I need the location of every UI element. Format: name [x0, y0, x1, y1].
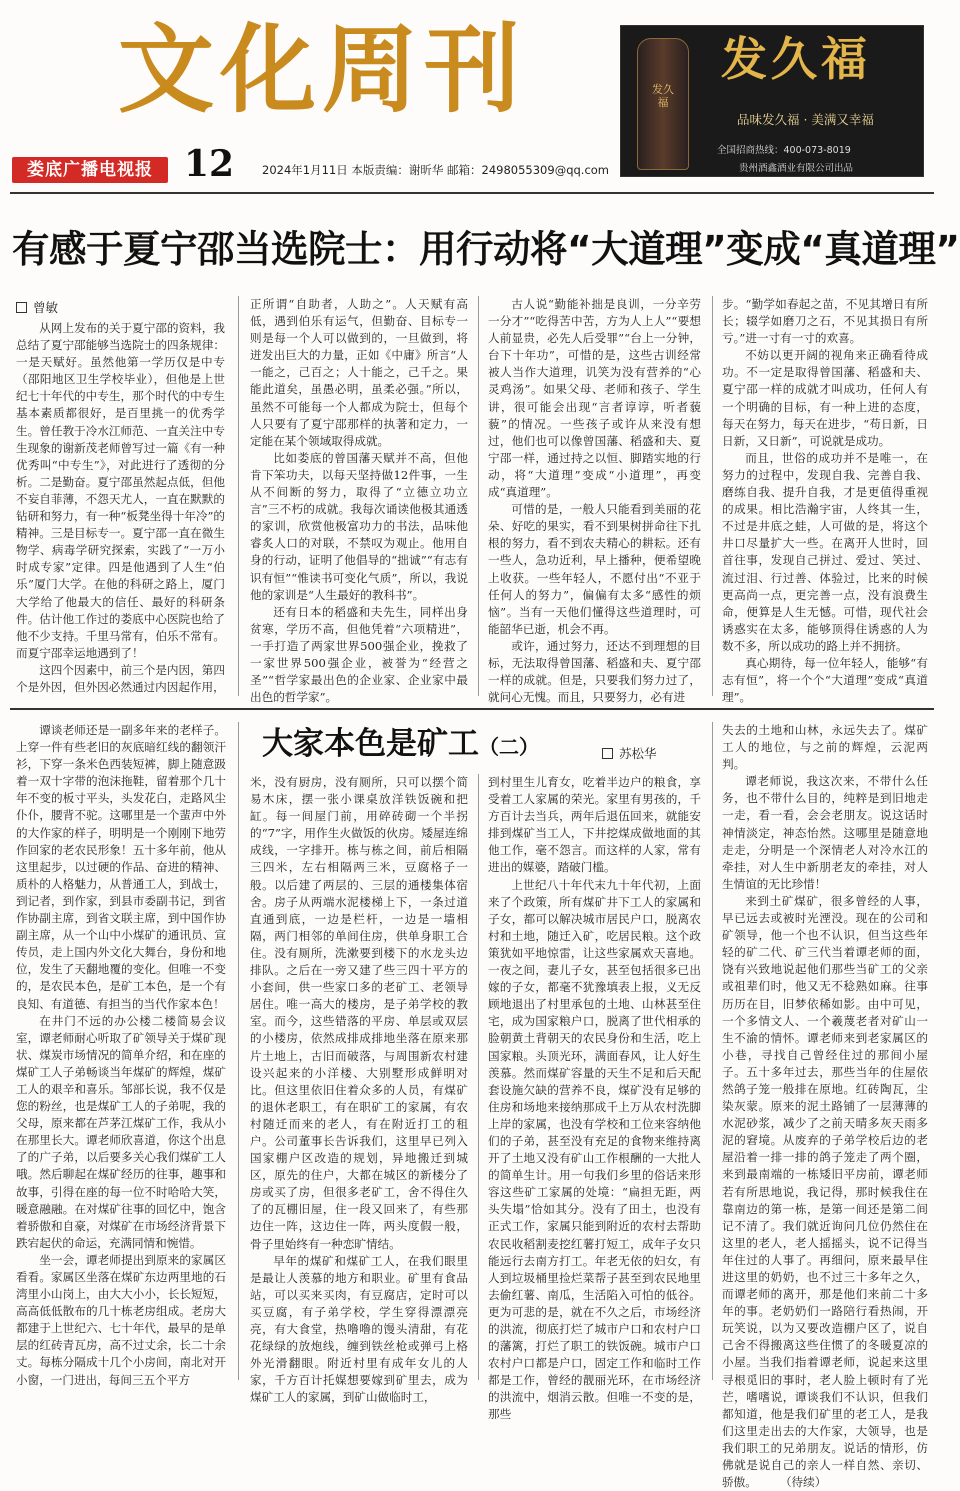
ad-maker: 贵州酒鑫酒业有限公司出品 [739, 163, 854, 174]
paragraph: 坐一会，谭老师提出到原来的家属区看看。家属区坐落在煤矿东边两里地的石湾里小山岗上，由大大小小，长长短短，高高低低散布的几十栋老房组成。老房大都建于上世纪六、七十年代，最早的是单层的红砖青瓦房，高不过丈余，长二十余丈。每栋分隔成十几个小房间，南北对开小窗，一门进出，每间三五个平方 [16, 1252, 226, 1387]
paragraph: 比如娄底的曾国藩天赋并不高，但他肯下笨功夫，以每天坚持做12件事，一生从不间断的努力，取得了“立德立功立言”三不朽的成就。我每次诵读他极其通透的家训，欣赏他极富功力的书法，品味他睿炙人口的对联，不禁叹为观止。他用自身的行动，证明了他倡导的“拙诚”“有志有识有恒”“惟读书可变化气质”，所以，我说他的家训是“人生最好的教科书”。 [250, 450, 468, 602]
article1-headline: 有感于夏宁邵当选院士：用行动将“大道理”变成“真道理” [12, 227, 960, 271]
paragraph: 上世纪八十年代末九十年代初，上面来了个政策，所有煤矿井下工人的家属和子女，都可以解决城市居民户口，脱离农村和土地，随迁入矿，吃居民粮。这个政策犹如平地惊雷，让这些家属欢天喜地。一夜之间，妻儿子女，甚至包括很多已出嫁的子女，都毫不犹豫填表上报，义无反顾地退出了村里承包的土地、山林甚至住宅，成为国家粮户口，脱离了世代相承的脸朝黄土背朝天的农民身份和生活，吃上国家粮。头顶光环，满面春风，让人好生羡慕。然而煤矿容量的天生不足和后天配套设施欠缺的营养不良，煤矿没有足够的住房和场地来接纳那成千上万从农村洗脚上岸的家属，也没有学校和工位来容纳他们的子弟，甚至没有充足的食物来维持离开了土地又没有矿山工作根酬的一大批人的简单生计。用一句我们乡里的俗话来形容这些矿工家属的处境：“扁担无距，两头失塌”恰如其分。没有了田土，也没有正式工作，家属只能到附近的农村去帮助农民收稻割麦挖红薯打短工，成年子女只能远行去南方打工。年老无依的妇女，有人到垃圾桶里捡烂菜帮子甚至到农民地里去偷红薯、南瓜，生活陷入可怕的低谷。更为可悲的是，就在不久之后，市场经济的洪流，彻底打烂了城市户口和农村户口的藩篱，打烂了职工的铁饭碗。城市户口农村户口都是户口，固定工作和临时工作都是工作，曾经的靓丽光环，在市场经济的洪流中，烟消云散。但唯一不变的是，那些 [488, 877, 701, 1422]
bottle-label: 发久福 [652, 83, 674, 110]
article1-byline [16, 298, 58, 316]
column-divider [238, 722, 239, 1380]
article1-column-1 [16, 320, 225, 698]
paragraph: 而且，世俗的成功并不是唯一，在努力的过程中，发现自我、完善自我、磨练自我、提升自我，才是更值得重视的成果。相比浩瀚宇宙，人终其一生，不过是井底之蛙，人可做的是，将这个井口尽量扩大一些。在离开人世时，回首往事，发现自己拼过、爱过、笑过、流过泪、行过善、体验过，比来的时候更高尚一点，更完善一点，没有浪费生命，便算是人生无憾。可惜，现代社会诱惑实在太多，能够顶得住诱惑的人为数不多，所以成功的路上并不拥挤。 [722, 450, 928, 653]
paragraph: 古人说“勤能补拙是良训，一分辛劳一分才”“吃得苦中苦，方为人上人”“要想人前显贵，必先人后受罪”“台上一分钟，台下十年功”，可惜的是，这些古训经常被人当作大道理，讥笑为没有营养的“心灵鸡汤”。如果父母、老师和孩子、学生讲，很可能会出现“言者谆谆，听者藐藐”的情况。一些孩子或许从来没有想过，他们也可以像曾国藩、稻盛和夫、夏宁邵一样，通过持之以恒、脚踏实地的行动，将“大道理”变成“小道理”，再变成“真道理”。 [488, 297, 701, 500]
article2-column-4 [722, 722, 928, 1490]
page-number: 12 [184, 143, 235, 185]
paragraph: 正所谓“自助者，人助之”。人天赋有高低，遇到伯乐有运气，但勤奋、目标专一则是每一个人可以做到的，一旦做到，将迸发出巨大的力量，正如《中庸》所言“人一能之，己百之；人十能之，己千之。果能此道矣，虽愚必明，虽柔必强。”所以，虽然不可能每一个人都成为院士，但每个人只要有了夏宁邵那样的执著和定力，一定能在某个领域取得成就。 [250, 297, 468, 448]
article2-column-1 [16, 722, 226, 1387]
paragraph: 谭老师说，我这次来，不带什么任务，也不带什么目的，纯粹是到旧地走一走，看一看，会会老朋友。说这话时神情淡定，神态怡然。这哪里是随意地走走，分明是一个深情老人对冷水江的牵挂，对人生中新朋老友的牵挂，对人生情谊的无比珍惜！ [722, 774, 928, 891]
paragraph: 来到土矿煤矿，很多曾经的人事，早已远去或被时光湮没。现在的公司和矿领导，他一个也不认识，但当这些年轻的矿二代、矿三代当着谭老师的面，饶有兴致地说起他们那些当矿工的父亲或祖辈们时，他又无不稔熟如麻。往事历历在目，旧梦依稀如影。由中可见，一个多情文人、一个羲蔑老者对矿山一生不渝的情怀。谭老师来到老家属区的小巷，寻找自己曾经住过的那间小屋子。五十多年过去，那些当年的住屋依然鸽子笼一般排在原地。红砖陶瓦，尘染灰蒙。原来的泥土路铺了一层薄薄的水泥砂浆，减少了之前天晴多灰天雨多泥的窘境。从废弃的子弟学校后边的老屋沿着一排一排的鸽子笼走了两个圈，来到最南端的一栋矮旧平房前，谭老师若有所思地说，我记得，那时候我住在靠南边的第一栋，是第一间还是第二间记不清了。我们就近询问几位仍然住在这里的老人，老人摇摇头，说不记得当年住过的人事了。再细问，原来最早住进这里的奶奶，也不过三十多年之久，而谭老师的离开，那是他们来前二十多年的事。老奶奶们一路陪行看热闹，开玩笑说，以为又要改造棚户区了，说自己舍不得搬离这些住惯了的冬暖夏凉的小屋。当我们指着谭老师，说起来这里寻根觅旧的事时，老人脸上顿时有了光芒，嗜嗜说，谭谈我们不认识，但我们都知道，他是我们矿里的老工人，是我们这里走出去的大作家，大领导，也是我们职工的兄弟朋友。说话的情形，仿佛就是说自己的亲人一样自然、亲切、骄傲。 （待续） [722, 893, 928, 1490]
column-divider [238, 296, 239, 696]
paragraph: 步。“勤学如春起之苗，不见其增日有所长；辍学如磨刀之石，不见其损日有所亏。”进一寸有一寸的欢喜。 [722, 297, 928, 346]
article-divider [10, 708, 934, 710]
article1-column-3 [488, 296, 701, 705]
byline-box-icon [16, 302, 27, 313]
paragraph: 失去的土地和山林，永远失去了。煤矿工人的地位，与之前的辉煌，云泥两判。 [722, 723, 928, 772]
article2-headline [262, 726, 539, 763]
paragraph: 从网上发布的关于夏宁邵的资料，我总结了夏宁邵能够当选院士的四条规律：一是天赋好。虽然他第一学历仅是中专（邵阳地区卫生学校毕业），但他是上世纪七十年代的中专生，那个时代的中专生基本素质都很好，是百里挑一的优秀学生。曾任教于冷水江师范、一直关注中专生现象的谢新茂老师曾写过一篇《有一种优秀叫“中专生”》，对此进行了透彻的分析。二是勤奋。夏宁邵虽然起点低，但他不妄自菲薄，不怨天尤人，一直在默默的钻研和努力，有一种“板凳坐得十年冷”的精神。三是目标专一。夏宁邵一直在微生物学、病毒学研究探索，实践了“一万小时成专家”定律。四是他遇到了人生“伯乐”厦门大学。在他的科研之路上，厦门大学给了他最大的信任、最好的科研条件。估计他工作过的娄底中心医院也给了他不少支持。千里马常有，伯乐不常有。而夏宁邵幸运地遇到了！ [16, 321, 225, 660]
article2-column-2 [250, 774, 468, 1405]
column-divider [478, 774, 479, 1380]
paragraph: 还有日本的稻盛和夫先生，同样出身贫寒，学历不高，但他凭着“六项精进”，一手打造了两家世界500强企业，挽救了一家世界500强企业，被誉为“经营之圣”“哲学家最出色的企业家、企业家中最出色的哲学家”。 [250, 604, 468, 705]
column-divider [712, 722, 713, 1380]
column-divider [712, 296, 713, 696]
article1-column-2 [250, 296, 468, 705]
paragraph: 不妨以更开阔的视角来正确看待成功。不一定是取得曾国藩、稻盛和夫、夏宁邵一样的成就才叫成功，任何人有一个明确的目标，有一种上进的态度，每天在努力，每天在进步，“苟日新，日日新，又日新”，可说就是成功。 [722, 348, 928, 448]
paragraph: 到村里生儿育女，吃着半边户的粮食，享受着工人家属的荣光。家里有男孩的，千方百计去当兵，两年后退伍回来，就能安排到煤矿当工人，下井挖煤成做地面的其他工作，毫不怨言。而这样的人家，常有进出的媒婆，踏破门槛。 [488, 775, 701, 875]
masthead-divider [10, 192, 934, 194]
article2-headline-text: 大家本色是矿工 [262, 726, 479, 762]
byline-box-icon [602, 748, 613, 759]
column-divider [478, 296, 479, 696]
paragraph: 这四个因素中，前三个是内因，第四个是外因，但外因必然通过内因起作用， [16, 662, 225, 694]
article1-author: 曾敏 [33, 300, 59, 315]
paragraph: 可惜的是，一般人只能看到美丽的花朵、好吃的果实，看不到果树拼命往下扎根的努力，看不到农夫精心的耕耘。还有一些人，急功近利，早上播种，便希望晚上收获。一些年轻人，不愿付出“不亚于任何人的努力”，偏偏有太多“感性的烦恼”。当有一天他们懂得这些道理时，可能韶华已逝，机会不再。 [488, 502, 701, 636]
article1-column-4 [722, 296, 928, 705]
ad-hotline: 全国招商热线：400-073-8019 [717, 145, 851, 156]
ad-slogan: 品味发久福 · 美满又幸福 [737, 112, 874, 127]
paragraph: 谭谈老师还是一副多年来的老样子。上穿一件有些老旧的灰底暗红线的翻领汗衫，下穿一条米色西装短裤，脚上随意趿着一双十字带的泡沫拖鞋，留着那个几十年不变的板寸平头，头发花白，走路风尘仆仆，腰背不驼。这哪里是一个蜚声中外的大作家的样子，明明是一个刚刚下地劳作回家的老农民形象！五十多年前，他从这里起步，以过硬的作品、奋进的精神、质朴的人格魅力，从普通工人，到战士，到记者，到作家，到县市委副书记，到省作协副主席，到省文联主席，到中国作协副主席，从一个山中小煤矿的通讯员、宣传员，走上国内外文化大舞台，身份和地位，发生了天翻地覆的变化。但唯一不变的，是农民本色，是矿工本色，是一个有良知、有道德、有担当的当代作家本色！ [16, 723, 226, 1011]
issue-info: 2024年1月11日 本版责编：谢昕华 邮箱：2498055309@qq.com [262, 163, 610, 177]
paragraph: 在井门不远的办公楼二楼简易会议室，谭老师耐心听取了矿领导关于煤矿现状、煤炭市场情况的简单介绍，和在座的煤矿工人子弟畅谈当年煤矿的辉煌，煤矿工人的艰辛和喜乐。邹部长说，我不仅是您的粉丝，也是煤矿工人的子弟呢，我的父母，原来都在芦茅江煤矿工作，我从小在那里长大。谭老师欣喜道，你这个出息了的广子弟，以后要多关心我们煤矿工人哦。然后聊起在煤矿经历的往事，趣事和故事，引得在座的每一位不时哈哈大笑，暖意融融。在对煤矿往事的回忆中，饱含着骄傲和自豪，对煤矿在市场经济背景下跌宕起伏的命运，充满同情和惋惜。 [16, 1013, 226, 1250]
article2-column-3 [488, 774, 701, 1422]
ad-brand: 发久福 [721, 32, 871, 86]
article2-author: 苏松华 [619, 746, 657, 761]
paragraph: 或许，通过努力，还达不到理想的目标，无法取得曾国藩、稻盛和夫、夏宁邵一样的成就。但是，只要我们努力过了，就问心无愧。而且，只要努力，必有进 [488, 638, 701, 705]
article2-headline-suffix: （二） [479, 735, 539, 759]
liquor-advertisement [620, 25, 924, 177]
paragraph: 真心期待，每一位年轻人，能够“有志有恒”，将一个个“大道理”变成“真道理”。 [722, 655, 928, 705]
paragraph: 早年的煤矿和煤矿工人，在我们眼里是最让人羡慕的地方和职业。矿里有食品站，可以买来买肉，有豆腐店，定时可以买豆腐，有子弟学校，学生穿得漂漂亮亮，有大食堂，热噜噜的馒头清甜，有花花绿绿的放炮线，缠到铁丝枪或弹弓上格外光滑翻眼。附近村里有成年女儿的人家，千方百计托媒想要嫁到矿里去，成为煤矿工人的家属，到矿山做临时工， [250, 1253, 468, 1405]
paper-name-badge: 娄底广播电视报 [12, 157, 168, 183]
paragraph: 米，没有厨房，没有厕所，只可以摆个简易木床，摆一张小课桌放洋铁饭碗和把缸。每一间屋门前，用碎砖砌一个半拐的“7”字，用作生火做饭的伙房。矮屋连绵成线，一字排开。栋与栋之间，前后相隔三四米，左右相隔两三米，豆腐格子一般。以后建了两层的、三层的通楼集体宿舍。房子从两端水泥楼梯上下，一条过道直通到底，一边是栏杆，一边是一墙相隔，两门相邻的单间住房，供单身职工合住。没有厕所，洗漱要到楼下的水龙头边排队。之后在一旁又建了些三四十平方的小套间，供一些家口多的老矿工、老领导居住。唯一高大的楼房，是子弟学校的教室。而今，这些错落的平房、单层或双层的小楼房，依然成排成排地坐落在原来那片土地上，古旧而破落，与周围新农村建设兴起来的小洋楼、大别墅形成鲜明对比。但这里依旧住着众多的人员，有煤矿的退休老职工，有在职矿工的家属，有农村随迁而来的老人，有在附近打工的租户。公司董事长告诉我们，这里早已列入国家棚户区改造的规划，异地搬迁到城区，原先的住户，大都在城区的新楼分了房或买了房，但很多老矿工，舍不得住久了的瓦棚旧屋，住一段又回来了，有些那边住一阵，这边住一阵，两头度假一般，骨子里始终有一种恋旷情结。 [250, 775, 468, 1251]
masthead-title: 文化周刊 [118, 14, 526, 126]
bottle-image [637, 38, 689, 170]
article2-byline [602, 744, 657, 762]
